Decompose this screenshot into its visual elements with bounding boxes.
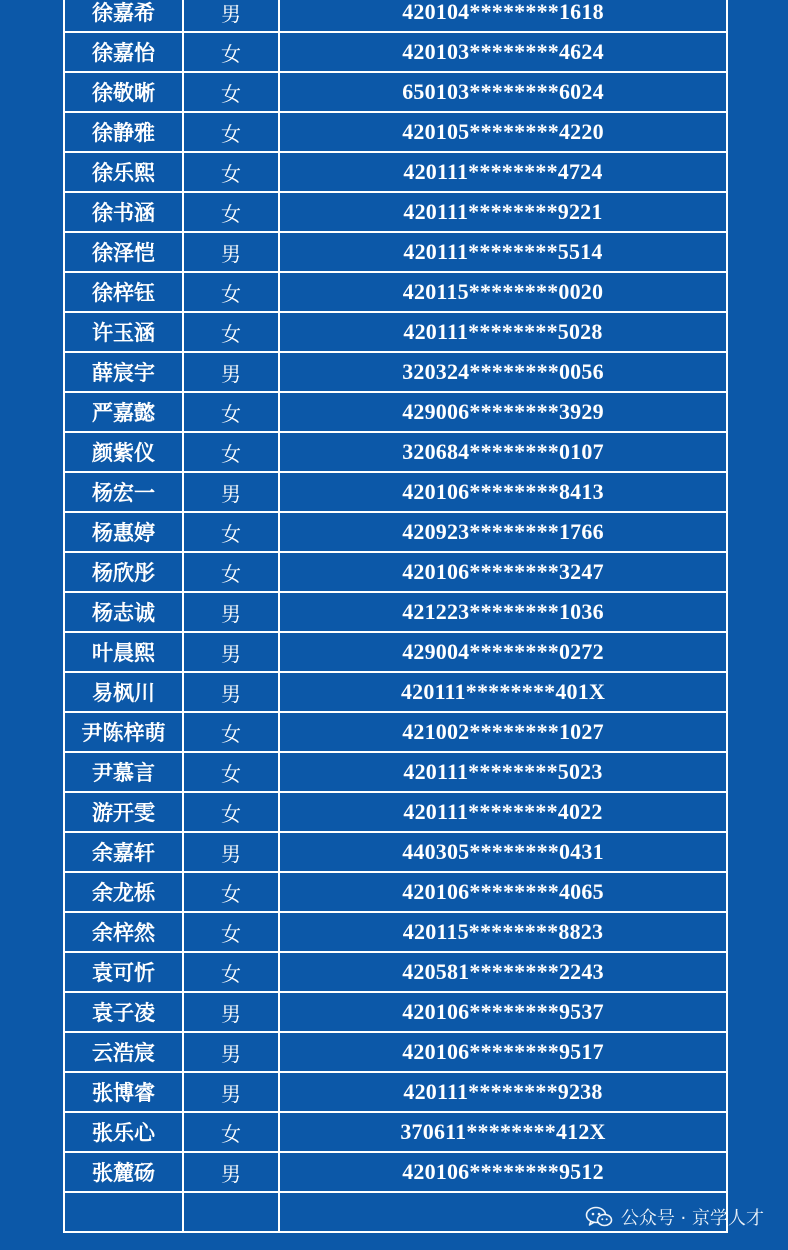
name-cell: 徐敬晰 (64, 72, 183, 112)
gender-cell: 女 (183, 72, 279, 112)
gender-cell: 男 (183, 0, 279, 32)
student-roster-table (63, 0, 728, 1233)
table-row (64, 992, 727, 1032)
id-number-cell: 420105********4220 (279, 112, 727, 152)
name-cell: 易枫川 (64, 672, 183, 712)
gender-cell: 女 (183, 952, 279, 992)
gender-cell: 女 (183, 152, 279, 192)
gender-cell: 男 (183, 352, 279, 392)
table-row (64, 512, 727, 552)
gender-cell: 男 (183, 592, 279, 632)
id-number-cell: 420103********4624 (279, 32, 727, 72)
name-cell: 尹陈梓萌 (64, 712, 183, 752)
id-number-cell: 420581********2243 (279, 952, 727, 992)
gender-cell: 女 (183, 272, 279, 312)
gender-cell: 男 (183, 472, 279, 512)
name-cell: 余嘉轩 (64, 832, 183, 872)
name-cell: 杨惠婷 (64, 512, 183, 552)
name-cell: 尹慕言 (64, 752, 183, 792)
id-number-cell: 420106********8413 (279, 472, 727, 512)
gender-cell: 男 (183, 672, 279, 712)
table-row (64, 552, 727, 592)
table-row (64, 952, 727, 992)
table-row (64, 832, 727, 872)
table-row (64, 272, 727, 312)
id-number-cell: 420111********9238 (279, 1072, 727, 1112)
table-row (64, 392, 727, 432)
gender-cell: 女 (183, 112, 279, 152)
name-cell: 袁可忻 (64, 952, 183, 992)
id-number-cell: 420111********4724 (279, 152, 727, 192)
name-cell: 杨宏一 (64, 472, 183, 512)
id-number-cell: 420111********9221 (279, 192, 727, 232)
gender-cell: 男 (183, 1032, 279, 1072)
roster-body (64, 0, 727, 1232)
table-row (64, 1192, 727, 1232)
name-cell: 余龙栎 (64, 872, 183, 912)
gender-cell: 男 (183, 1072, 279, 1112)
id-number-cell: 429004********0272 (279, 632, 727, 672)
table-row (64, 632, 727, 672)
id-number-cell: 650103********6024 (279, 72, 727, 112)
gender-cell: 女 (183, 312, 279, 352)
gender-cell: 男 (183, 832, 279, 872)
id-number-cell: 420106********4065 (279, 872, 727, 912)
gender-cell: 女 (183, 432, 279, 472)
id-number-cell: 420111********5514 (279, 232, 727, 272)
name-cell: 云浩宸 (64, 1032, 183, 1072)
id-number-cell: 420111********4022 (279, 792, 727, 832)
table-row (64, 1032, 727, 1072)
id-number-cell: 320324********0056 (279, 352, 727, 392)
table-row (64, 912, 727, 952)
name-cell (64, 1192, 183, 1232)
name-cell: 余梓然 (64, 912, 183, 952)
id-number-cell: 429006********3929 (279, 392, 727, 432)
gender-cell: 女 (183, 872, 279, 912)
gender-cell: 男 (183, 632, 279, 672)
gender-cell: 女 (183, 912, 279, 952)
table-row (64, 1072, 727, 1112)
id-number-cell: 420115********8823 (279, 912, 727, 952)
name-cell: 许玉涵 (64, 312, 183, 352)
gender-cell: 男 (183, 232, 279, 272)
id-number-cell: 420106********9517 (279, 1032, 727, 1072)
gender-cell (183, 1192, 279, 1232)
id-number-cell: 370611********412X (279, 1112, 727, 1152)
id-number-cell: 420923********1766 (279, 512, 727, 552)
gender-cell: 男 (183, 992, 279, 1032)
table-row (64, 672, 727, 712)
table-row (64, 112, 727, 152)
name-cell: 徐泽恺 (64, 232, 183, 272)
id-number-cell: 420106********9512 (279, 1152, 727, 1192)
id-number-cell: 421002********1027 (279, 712, 727, 752)
table-row (64, 432, 727, 472)
name-cell: 徐梓钰 (64, 272, 183, 312)
gender-cell: 男 (183, 1152, 279, 1192)
name-cell: 杨欣彤 (64, 552, 183, 592)
id-number-cell: 420115********0020 (279, 272, 727, 312)
gender-cell: 女 (183, 552, 279, 592)
table-row (64, 312, 727, 352)
table-row (64, 872, 727, 912)
name-cell: 张博睿 (64, 1072, 183, 1112)
name-cell: 薛宸宇 (64, 352, 183, 392)
id-number-cell: 420106********3247 (279, 552, 727, 592)
id-number-cell: 420111********401X (279, 672, 727, 712)
id-number-cell: 420111********5023 (279, 752, 727, 792)
id-number-cell: 420106********9537 (279, 992, 727, 1032)
name-cell: 杨志诚 (64, 592, 183, 632)
gender-cell: 女 (183, 712, 279, 752)
watermark-text: 公众号 · 京学人才 (620, 1208, 764, 1229)
id-number-cell: 440305********0431 (279, 832, 727, 872)
table-row (64, 1152, 727, 1192)
gender-cell: 女 (183, 792, 279, 832)
name-cell: 张麓砀 (64, 1152, 183, 1192)
name-cell: 严嘉懿 (64, 392, 183, 432)
table-row (64, 592, 727, 632)
name-cell: 徐嘉希 (64, 0, 183, 32)
name-cell: 张乐心 (64, 1112, 183, 1152)
id-number-cell: 420104********1618 (279, 0, 727, 32)
name-cell: 徐嘉怡 (64, 32, 183, 72)
gender-cell: 女 (183, 1112, 279, 1152)
name-cell: 袁子凌 (64, 992, 183, 1032)
name-cell: 徐静雅 (64, 112, 183, 152)
table-row (64, 472, 727, 512)
name-cell: 颜紫仪 (64, 432, 183, 472)
id-number-cell: 421223********1036 (279, 592, 727, 632)
name-cell: 叶晨熙 (64, 632, 183, 672)
table-row (64, 352, 727, 392)
table-row (64, 32, 727, 72)
gender-cell: 女 (183, 752, 279, 792)
name-cell: 游开雯 (64, 792, 183, 832)
gender-cell: 女 (183, 392, 279, 432)
table-row (64, 752, 727, 792)
table-row (64, 232, 727, 272)
id-number-cell (279, 1192, 727, 1232)
table-row (64, 152, 727, 192)
name-cell: 徐乐熙 (64, 152, 183, 192)
table-row (64, 72, 727, 112)
id-number-cell: 320684********0107 (279, 432, 727, 472)
table-row (64, 0, 727, 32)
gender-cell: 女 (183, 192, 279, 232)
name-cell: 徐书涵 (64, 192, 183, 232)
table-row (64, 1112, 727, 1152)
table-row (64, 712, 727, 752)
gender-cell: 女 (183, 32, 279, 72)
table-row (64, 192, 727, 232)
id-number-cell: 420111********5028 (279, 312, 727, 352)
gender-cell: 女 (183, 512, 279, 552)
table-row (64, 792, 727, 832)
